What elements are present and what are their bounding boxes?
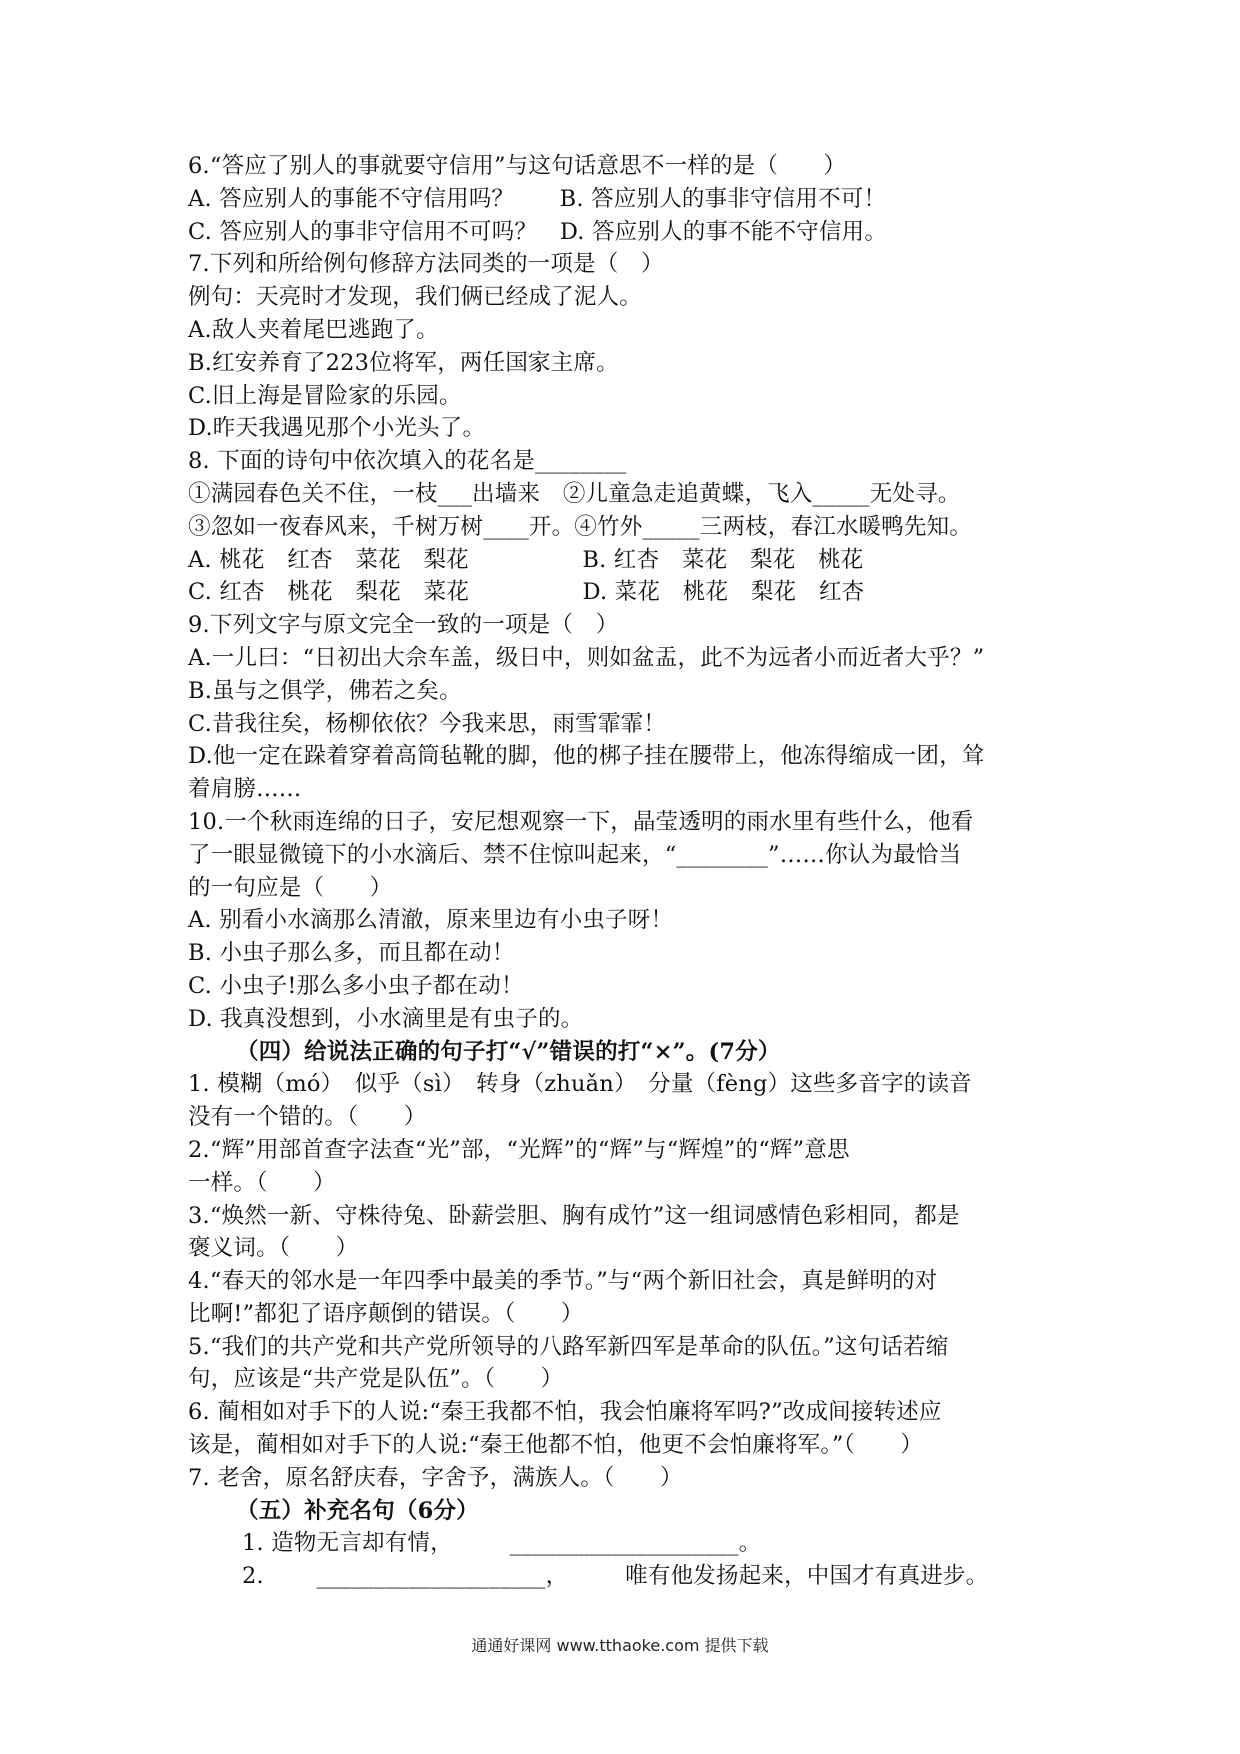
text-line: ①满园春色关不住，一枝___出墙来 ②儿童急走追黄蝶，飞入_____无处寻。 (188, 480, 961, 507)
text-line: 1. 模糊（mó） 似乎（sì） 转身（zhuǎn） 分量（fèng）这些多音字的读音 (188, 1071, 972, 1098)
text-line: 4.“春天的邻水是一年四季中最美的季节。”与“两个新旧社会，真是鲜明的对 (188, 1268, 938, 1295)
text-line: 的一句应是（ ） (188, 874, 393, 901)
text-line: D.他一定在跺着穿着高筒毡靴的脚，他的梆子挂在腰带上，他冻得缩成一团，耸 (188, 743, 985, 770)
page-footer: 通通好课网 www.tthaoke.com 提供下载 (471, 1636, 769, 1655)
text-line: B.红安养育了223位将军，两任国家主席。 (188, 349, 619, 376)
fill-in-item: 2. ____________________， 唯有他发扬起来，中国才有真进步。 (242, 1563, 989, 1590)
text-line: 7. 老舍，原名舒庆春，字舍予，满族人。（ ） (188, 1464, 683, 1491)
text-line: 没有一个错的。（ ） (188, 1104, 427, 1131)
text-line: C.旧上海是冒险家的乐园。 (188, 382, 462, 409)
text-line: 比啊!”都犯了语序颠倒的错误。（ ） (188, 1300, 584, 1327)
text-line: 8. 下面的诗句中依次填入的花名是________ (188, 448, 627, 475)
text-line: 着肩膀…… (188, 776, 302, 803)
text-line: 一样。（ ） (188, 1169, 336, 1196)
text-line: D. 我真没想到，小水滴里是有虫子的。 (188, 1005, 584, 1032)
text-line: 9.下列文字与原文完全一致的一项是（ ） (188, 612, 619, 639)
section-heading: （四）给说法正确的句子打“√”错误的打“×”。(7分） (236, 1038, 781, 1065)
text-line: 褒义词。（ ） (188, 1235, 359, 1262)
text-line: 5.“我们的共产党和共产党所领导的八路军新四军是革命的队伍。”这句话若缩 (188, 1333, 949, 1360)
text-line: ③忽如一夜春风来，千树万树____开。④竹外_____三两枝，春江水暖鸭先知。 (188, 513, 973, 540)
text-line: C. 小虫子!那么多小虫子都在动！ (188, 972, 524, 999)
fill-in-item: 1. 造物无言却有情， ____________________。 (242, 1530, 762, 1557)
text-line: B.虽与之俱学，佛若之矣。 (188, 677, 462, 704)
text-line: A. 答应别人的事能不守信用吗？ B. 答应别人的事非守信用不可！ (188, 185, 887, 212)
text-line: 10.一个秋雨连绵的日子，安尼想观察一下，晶莹透明的雨水里有些什么，他看 (188, 808, 974, 835)
text-line: C. 红杏 桃花 梨花 菜花 D. 菜花 桃花 梨花 红杏 (188, 579, 865, 606)
exam-page-content (188, 150, 1088, 1593)
text-line: 6. 蔺相如对手下的人说:“秦王我都不怕，我会怕廉将军吗?”改成间接转述应 (188, 1399, 942, 1426)
text-line: 该是，蔺相如对手下的人说:“秦王他都不怕，他更不会怕廉将军。”（ ） (188, 1432, 924, 1459)
text-line: A.一儿曰：“日初出大佘车盖，级日中，则如盆盂，此不为远者小而近者大乎？” (188, 644, 985, 671)
text-line: 2.“辉”用部首查字法查“光”部，“光辉”的“辉”与“辉煌”的“辉”意思 (188, 1136, 850, 1163)
text-line: 3.“焕然一新、守株待兔、卧薪尝胆、胸有成竹”这一组词感情色彩相同，都是 (188, 1202, 960, 1229)
section-heading: （五）补充名句（6分） (236, 1497, 479, 1524)
text-line: C. 答应别人的事非守信用不可吗？ D. 答应别人的事不能不守信用。 (188, 218, 888, 245)
text-line: A.敌人夹着尾巴逃跑了。 (188, 316, 439, 343)
text-line: A. 别看小水滴那么清澈，原来里边有小虫子呀！ (188, 907, 674, 934)
text-line: D.昨天我遇见那个小光头了。 (188, 415, 486, 442)
text-line: 例句：天亮时才发现，我们俩已经成了泥人。 (188, 284, 643, 311)
text-line: A. 桃花 红杏 菜花 梨花 B. 红杏 菜花 梨花 桃花 (188, 546, 864, 573)
text-line: 7.下列和所给例句修辞方法同类的一项是（ ） (188, 251, 664, 278)
text-line: B. 小虫子那么多，而且都在动！ (188, 940, 515, 967)
text-line: 6.“答应了别人的事就要守信用”与这句话意思不一样的是（ ） (188, 153, 847, 179)
text-line: 了一眼显微镜下的小水滴后、禁不住惊叫起来，“________”……你认为最恰当 (188, 841, 962, 868)
text-line: 句，应该是“共产党是队伍”。（ ） (188, 1366, 564, 1393)
text-line: C.昔我往矣，杨柳依依？今我来思，雨雪霏霏！ (188, 710, 666, 737)
